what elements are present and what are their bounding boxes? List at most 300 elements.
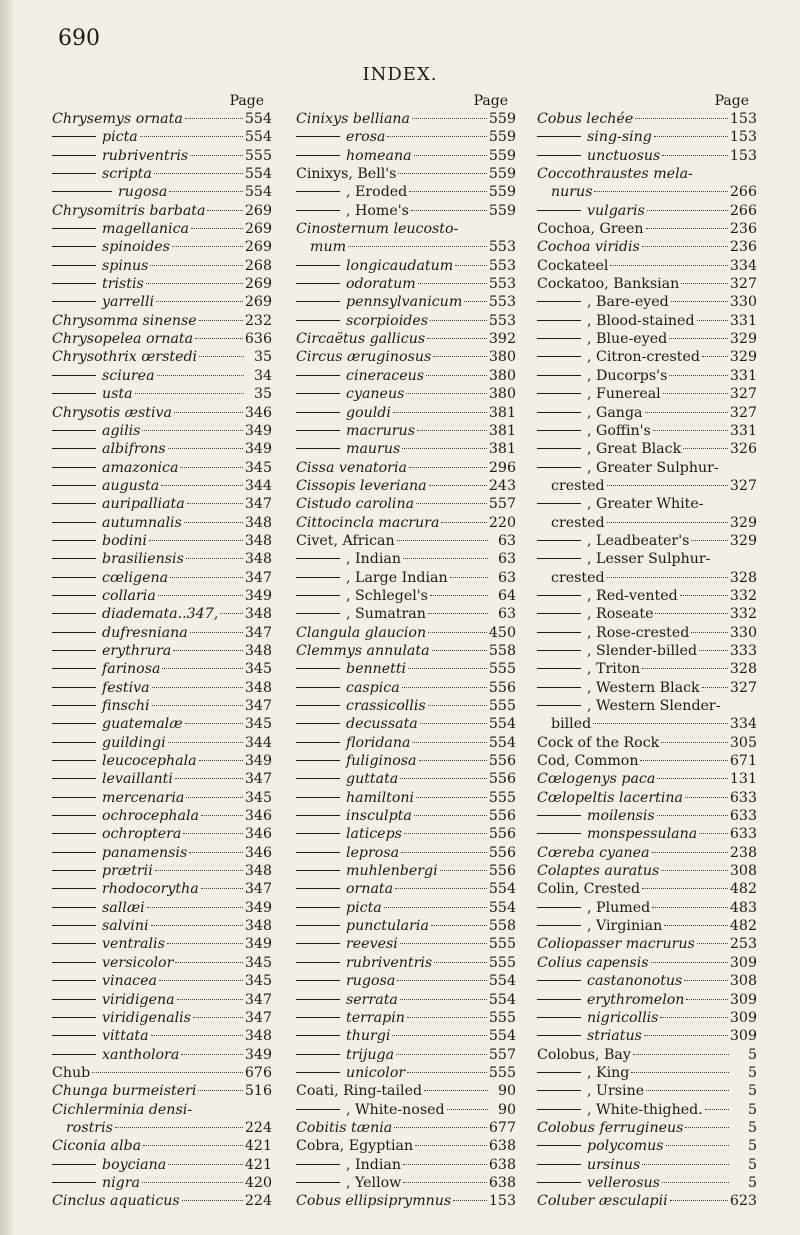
dot-leader — [169, 190, 243, 192]
entry-term: cineraceus — [346, 367, 425, 384]
ditto-dash — [52, 907, 96, 908]
index-entry — [52, 128, 272, 146]
ditto-dash — [52, 430, 96, 431]
entry-term: Cobitis tænia — [296, 1119, 393, 1136]
ditto-dash — [296, 1035, 340, 1036]
entry-term: Chunga burmeisteri — [52, 1083, 197, 1100]
ditto-dash — [296, 1109, 340, 1110]
entry-term: Clemmys annulata — [296, 642, 430, 659]
dot-leader — [115, 1126, 243, 1128]
ditto-dash — [52, 173, 96, 174]
index-entry — [296, 697, 516, 715]
dot-leader — [157, 374, 244, 376]
index-entry — [296, 110, 516, 128]
dot-leader — [683, 447, 728, 449]
entry-term: rubriventris — [102, 147, 189, 164]
entry-term: Civet, African — [296, 532, 395, 549]
entry-page: 344 — [244, 477, 272, 494]
entry-page: 327 — [729, 276, 757, 293]
index-entry — [537, 238, 757, 256]
index-entry — [52, 624, 272, 642]
ditto-dash — [52, 815, 96, 816]
index-entry — [296, 679, 516, 697]
entry-term: odoratum — [346, 276, 416, 293]
entry-page: 555 — [488, 936, 516, 953]
index-entry — [296, 1046, 516, 1064]
entry-term: spinus — [102, 257, 149, 274]
entry-page: 558 — [488, 642, 516, 659]
dot-leader — [198, 1089, 243, 1091]
dot-leader — [167, 942, 243, 944]
index-entry — [296, 495, 516, 513]
dot-leader — [384, 906, 487, 908]
dot-leader — [403, 557, 488, 559]
index-entry — [52, 257, 272, 275]
ditto-dash — [537, 1072, 581, 1073]
ditto-dash — [296, 668, 340, 669]
dot-leader — [402, 447, 487, 449]
entry-page: 555 — [488, 789, 516, 806]
index-entry — [52, 899, 272, 917]
entry-term: , White-nosed — [346, 1101, 445, 1118]
dot-leader — [403, 1163, 487, 1165]
entry-term: diademata..347, — [102, 606, 219, 623]
index-entry — [52, 825, 272, 843]
dot-leader — [393, 411, 487, 413]
entry-term: Circaëtus gallicus — [296, 331, 426, 348]
entry-term: scripta — [102, 166, 152, 183]
index-entry — [537, 330, 757, 348]
entry-term: Cinixys belliana — [296, 111, 411, 127]
ditto-dash — [537, 687, 581, 688]
index-entry — [296, 477, 516, 495]
ditto-dash — [52, 870, 96, 871]
entry-term: augusta — [102, 477, 160, 494]
ditto-dash — [296, 558, 340, 559]
index-entry — [52, 862, 272, 880]
entry-term: , Roseate — [587, 606, 654, 623]
entry-page: 559 — [488, 184, 516, 201]
index-entry — [52, 422, 272, 440]
entry-page: 556 — [488, 808, 516, 825]
index-entry — [296, 862, 516, 880]
entry-term: farinosa — [102, 661, 161, 678]
entry-term: versicolor — [102, 954, 174, 971]
dot-leader — [155, 869, 243, 871]
ditto-dash — [537, 1109, 581, 1110]
entry-term: Chrysopelea ornata — [52, 331, 194, 348]
ditto-dash — [296, 833, 340, 834]
dot-leader — [154, 172, 243, 174]
index-entry — [296, 899, 516, 917]
index-entry — [537, 1009, 757, 1027]
index-entry — [52, 935, 272, 953]
entry-page: 332 — [729, 587, 757, 604]
index-entry — [52, 789, 272, 807]
dot-leader — [635, 117, 728, 119]
entry-page: 269 — [244, 202, 272, 219]
entry-term: maurus — [346, 441, 401, 458]
entry-term: insculpta — [346, 808, 412, 825]
ditto-dash — [52, 393, 96, 394]
entry-page: 516 — [244, 1083, 272, 1100]
index-entry — [296, 715, 516, 733]
entry-page: 266 — [729, 184, 757, 201]
index-entry — [296, 569, 516, 587]
ditto-dash — [537, 595, 581, 596]
index-entry — [296, 147, 516, 165]
entry-page: 554 — [244, 111, 272, 127]
index-entry — [537, 422, 757, 440]
dot-leader — [183, 832, 243, 834]
entry-term: , Slender-billed — [587, 642, 698, 659]
dot-leader — [400, 777, 487, 779]
dot-leader — [426, 374, 487, 376]
dot-leader — [398, 172, 486, 174]
dot-leader — [182, 1199, 243, 1201]
dot-leader — [162, 667, 242, 669]
ditto-dash — [52, 1164, 96, 1165]
entry-term: , Great Black — [587, 441, 682, 458]
ditto-dash — [296, 577, 340, 578]
entry-page: 556 — [488, 863, 516, 880]
entry-page: 554 — [244, 166, 272, 183]
entry-term: vittata — [102, 1028, 149, 1045]
entry-page: 243 — [488, 477, 516, 494]
ditto-dash — [296, 687, 340, 688]
index-entry — [537, 165, 757, 183]
entry-term: Cock of the Rock — [537, 734, 660, 751]
dot-leader — [607, 484, 728, 486]
dot-leader — [186, 796, 243, 798]
dot-leader — [455, 264, 487, 266]
dot-leader — [691, 539, 728, 541]
dot-leader — [199, 319, 243, 321]
index-entry — [296, 789, 516, 807]
ditto-dash — [52, 1182, 96, 1183]
dot-leader — [140, 135, 243, 137]
ditto-dash — [52, 265, 96, 266]
entry-page: 329 — [729, 331, 757, 348]
index-entry — [296, 330, 516, 348]
index-entry — [537, 1064, 757, 1082]
dot-leader — [631, 1071, 729, 1073]
entry-page: 347 — [244, 569, 272, 586]
index-entry — [296, 165, 516, 183]
entry-term: Clangula glaucion — [296, 624, 427, 641]
index-entry — [52, 293, 272, 311]
index-entry — [52, 110, 272, 128]
entry-page: 554 — [488, 716, 516, 733]
dot-leader — [633, 1053, 729, 1055]
entry-page: 345 — [244, 459, 272, 476]
entry-term: magellanica — [102, 221, 190, 238]
entry-page: 296 — [488, 459, 516, 476]
entry-page: 5 — [747, 1156, 757, 1173]
dot-leader — [174, 411, 243, 413]
dot-leader — [432, 649, 487, 651]
index-entry — [537, 697, 757, 715]
entry-page: 5 — [747, 1174, 757, 1191]
dot-leader — [143, 1144, 243, 1146]
index-entry — [296, 1027, 516, 1045]
ditto-dash — [296, 1017, 340, 1018]
ditto-dash — [296, 265, 340, 266]
index-entry — [296, 660, 516, 678]
entry-page: 556 — [488, 826, 516, 843]
entry-page: 347 — [244, 496, 272, 513]
entry-page: 334 — [729, 716, 757, 733]
dot-leader — [644, 1034, 728, 1036]
index-entry — [52, 1101, 272, 1119]
index-entry — [537, 459, 757, 477]
dot-leader — [168, 447, 243, 449]
entry-page: 5 — [747, 1101, 757, 1118]
ditto-dash — [296, 613, 340, 614]
entry-term: , Large Indian — [346, 569, 448, 586]
entry-page: 349 — [244, 587, 272, 604]
dot-leader — [684, 979, 728, 981]
entry-page: 554 — [488, 734, 516, 751]
index-entry — [537, 367, 757, 385]
entry-page: 309 — [729, 991, 757, 1008]
entry-term: macrurus — [346, 422, 415, 439]
entry-term: dufresniana — [102, 624, 188, 641]
entry-page: 220 — [488, 514, 516, 531]
entry-term: Cochoa viridis — [537, 239, 640, 256]
entry-term: , Blue-eyed — [587, 331, 668, 348]
entry-page: 633 — [729, 789, 757, 806]
entry-term: Cochoa, Green — [537, 221, 644, 238]
index-entry — [537, 275, 757, 293]
entry-page: 224 — [244, 1119, 272, 1136]
entry-term: prætrii — [102, 863, 153, 880]
entry-page: 482 — [729, 918, 757, 935]
index-entry — [52, 147, 272, 165]
entry-page: 554 — [244, 184, 272, 201]
dot-leader — [705, 1108, 729, 1110]
index-entry — [296, 404, 516, 422]
ditto-dash — [52, 503, 96, 504]
entry-page: 5 — [747, 1138, 757, 1155]
ditto-dash — [296, 430, 340, 431]
dot-leader — [464, 300, 487, 302]
index-entry — [296, 293, 516, 311]
dot-leader — [403, 1181, 487, 1183]
dot-leader — [394, 1126, 487, 1128]
index-entry — [537, 183, 757, 201]
index-entry — [537, 404, 757, 422]
entry-page: 676 — [244, 1064, 272, 1081]
entry-page: 348 — [244, 532, 272, 549]
entry-term: spinoides — [102, 239, 170, 256]
entry-term: , Yellow — [346, 1174, 402, 1191]
dot-leader — [685, 796, 728, 798]
index-entry — [52, 972, 272, 990]
entry-page: 348 — [244, 606, 272, 623]
entry-term: nigra — [102, 1174, 140, 1191]
ditto-dash — [537, 1017, 581, 1018]
index-entry — [537, 495, 757, 513]
entry-page: 381 — [488, 441, 516, 458]
entry-term: crested — [551, 514, 605, 531]
ditto-dash — [537, 356, 581, 357]
dot-leader — [662, 1181, 729, 1183]
entry-term: Cockatoo, Banksian — [537, 276, 680, 293]
dot-leader — [660, 1016, 727, 1018]
ditto-dash — [52, 467, 96, 468]
ditto-dash — [537, 1090, 581, 1091]
dot-leader — [430, 319, 487, 321]
entry-term: , Greater White- — [587, 496, 704, 513]
dot-leader — [412, 741, 486, 743]
ditto-dash — [52, 760, 96, 761]
index-entry — [52, 954, 272, 972]
entry-term: viridigenalis — [102, 1009, 191, 1026]
entry-term: guttata — [346, 771, 399, 788]
entry-page: 348 — [244, 863, 272, 880]
ditto-dash — [52, 833, 96, 834]
dot-leader — [199, 355, 244, 357]
index-entry — [52, 1156, 272, 1174]
index-entry — [537, 807, 757, 825]
entry-term: vellerosus — [587, 1174, 660, 1191]
dot-leader — [151, 1034, 243, 1036]
index-entry — [537, 1137, 757, 1155]
entry-page: 232 — [244, 312, 272, 329]
entry-page: 153 — [729, 129, 757, 146]
index-entry — [537, 440, 757, 458]
ditto-dash — [537, 540, 581, 541]
entry-page: 34 — [253, 367, 272, 384]
index-entry — [296, 734, 516, 752]
entry-term: vinacea — [102, 973, 157, 990]
index-entry — [296, 1137, 516, 1155]
entry-term: rubriventris — [346, 954, 433, 971]
entry-term: rhodocorytha — [102, 881, 199, 898]
ditto-dash — [296, 815, 340, 816]
ditto-dash — [296, 943, 340, 944]
entry-term: floridana — [346, 734, 411, 751]
dot-leader — [409, 466, 487, 468]
dot-leader — [642, 245, 728, 247]
entry-term: viridigena — [102, 991, 175, 1008]
entry-term: festiva — [102, 679, 150, 696]
entry-page: 347 — [244, 771, 272, 788]
ditto-dash — [537, 448, 581, 449]
ditto-dash — [537, 155, 581, 156]
index-entry — [537, 917, 757, 935]
dot-leader — [142, 1181, 243, 1183]
entry-page: 330 — [729, 624, 757, 641]
ditto-dash — [52, 577, 96, 578]
index-entry — [296, 807, 516, 825]
entry-page: 559 — [488, 202, 516, 219]
index-entry — [52, 1064, 272, 1082]
entry-page: 348 — [244, 514, 272, 531]
dot-leader — [645, 411, 728, 413]
ditto-dash — [296, 778, 340, 779]
entry-page: 347 — [244, 881, 272, 898]
ditto-dash — [296, 797, 340, 798]
dot-leader — [661, 869, 728, 871]
entry-page: 557 — [488, 1046, 516, 1063]
index-entry — [52, 1137, 272, 1155]
index-entry — [296, 1174, 516, 1192]
entry-term: decussata — [346, 716, 418, 733]
ditto-dash — [537, 833, 581, 834]
dot-leader — [135, 392, 244, 394]
index-entry — [537, 477, 757, 495]
ditto-dash — [537, 1145, 581, 1146]
ditto-dash — [537, 320, 581, 321]
dot-leader — [175, 961, 243, 963]
dot-leader — [447, 1108, 488, 1110]
dot-leader — [433, 355, 487, 357]
index-entry — [52, 532, 272, 550]
ditto-dash — [537, 1182, 581, 1183]
ditto-dash — [537, 907, 581, 908]
entry-term: mum — [310, 239, 347, 256]
dot-leader — [663, 392, 728, 394]
entry-term: erythromelon — [587, 991, 685, 1008]
entry-term: picta — [346, 899, 382, 916]
index-entry — [52, 330, 272, 348]
dot-leader — [411, 209, 487, 211]
ditto-dash — [52, 852, 96, 853]
index-entry — [52, 404, 272, 422]
index-entry — [537, 293, 757, 311]
index-entry — [296, 1156, 516, 1174]
ditto-dash — [52, 943, 96, 944]
entry-page: 331 — [729, 312, 757, 329]
index-entry — [537, 660, 757, 678]
ditto-dash — [537, 925, 581, 926]
index-entry — [537, 679, 757, 697]
entry-page: 327 — [729, 477, 757, 494]
dot-leader — [661, 741, 728, 743]
index-column-3 — [537, 92, 757, 1211]
entry-page: 346 — [244, 404, 272, 421]
entry-page: 327 — [729, 386, 757, 403]
entry-page: 554 — [488, 1028, 516, 1045]
ditto-dash — [52, 246, 96, 247]
entry-term: unctuosus — [587, 147, 661, 164]
dot-leader — [146, 282, 243, 284]
index-entry — [296, 972, 516, 990]
entry-term: cyaneus — [346, 386, 405, 403]
index-entry — [296, 550, 516, 568]
dot-leader — [699, 649, 728, 651]
ditto-dash — [296, 999, 340, 1000]
entry-page: 329 — [729, 532, 757, 549]
dot-leader — [412, 117, 487, 119]
dot-leader — [642, 667, 728, 669]
ditto-dash — [296, 1054, 340, 1055]
dot-leader — [657, 777, 728, 779]
ditto-dash — [296, 1182, 340, 1183]
entry-page: 348 — [244, 918, 272, 935]
entry-page: 555 — [488, 698, 516, 714]
entry-page: 328 — [729, 569, 757, 586]
entry-term: sciurea — [102, 367, 155, 384]
entry-term: leucocephala — [102, 753, 197, 770]
page-edge-shadow — [0, 0, 16, 1235]
dot-leader — [646, 227, 728, 229]
index-entry — [537, 385, 757, 403]
index-entry — [52, 1119, 272, 1137]
entry-term: amazonica — [102, 459, 179, 476]
